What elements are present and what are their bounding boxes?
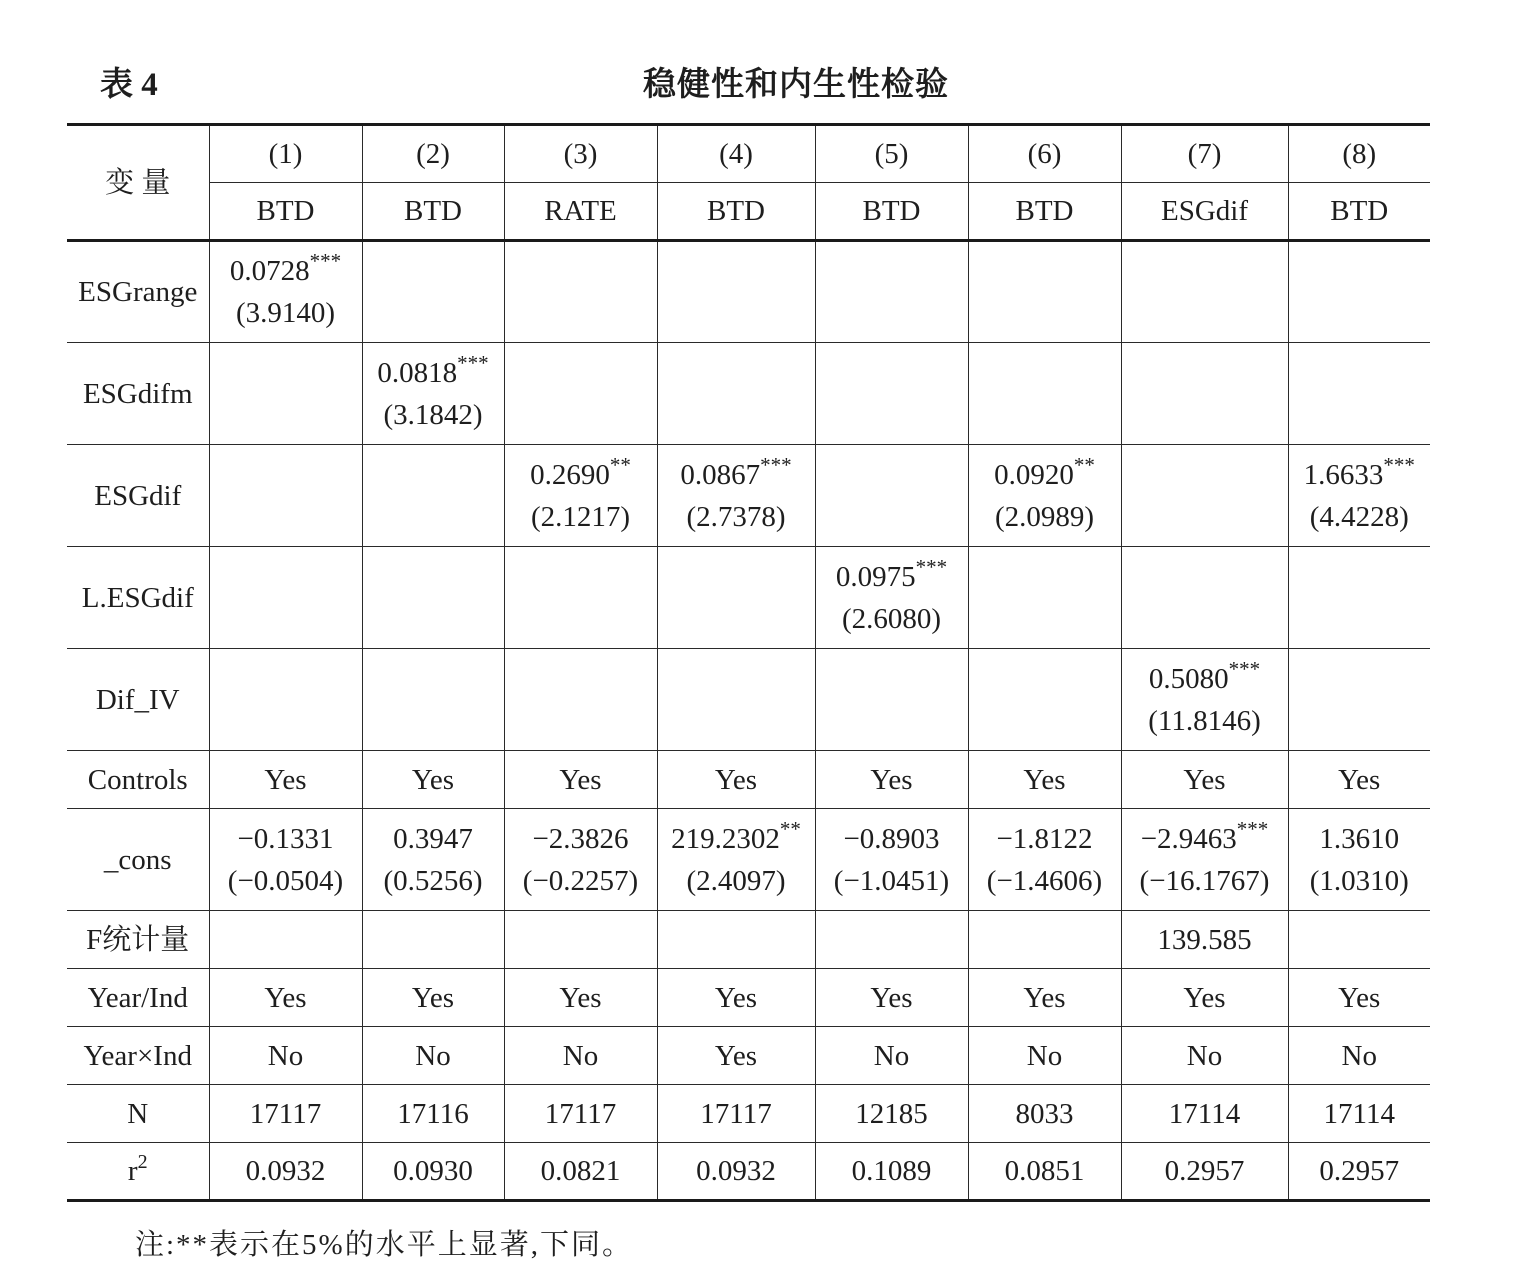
row-label — [67, 809, 209, 911]
table-row — [67, 547, 1430, 649]
cell-value: Yes — [411, 981, 455, 1014]
t-statistic: (3.9140) — [235, 297, 336, 329]
coefficient-line — [658, 818, 815, 860]
coefficient: −0.1331 — [237, 822, 334, 855]
cell-value: Yes — [411, 763, 455, 796]
table-cell — [815, 1143, 968, 1201]
coefficient: 1.6633 — [1303, 458, 1384, 491]
t-statistic: (11.8146) — [1148, 704, 1261, 737]
cell-value: 8033 — [1015, 1097, 1074, 1130]
row-label-superscript: 2 — [137, 1151, 148, 1173]
dependent-variable: BTD — [657, 183, 815, 241]
table-cell — [1121, 241, 1288, 343]
coefficient: 0.2690 — [530, 458, 610, 491]
table-cell — [1288, 809, 1430, 911]
table-cell — [362, 1143, 504, 1201]
t-statistic: (2.7378) — [686, 500, 786, 533]
table-cell — [657, 547, 815, 649]
table-cell — [1288, 751, 1430, 809]
cell-value: 0.0932 — [245, 1155, 326, 1187]
cell-value: 12185 — [855, 1097, 928, 1130]
table-cell — [968, 1085, 1121, 1143]
table-cell — [209, 911, 362, 969]
table-row — [67, 1027, 1430, 1085]
table-cell — [504, 911, 657, 969]
coefficient: 0.5080 — [1148, 662, 1229, 695]
t-statistic: (−1.4606) — [986, 864, 1103, 897]
coefficient: −2.3826 — [532, 822, 629, 855]
table-cell — [815, 343, 968, 445]
table-cell — [657, 1027, 815, 1085]
dependent-variable: RATE — [504, 183, 657, 241]
model-number: (8) — [1288, 125, 1430, 183]
table-row — [67, 751, 1430, 809]
significance-stars: *** — [915, 554, 948, 579]
table-cell — [968, 751, 1121, 809]
cell-value: Yes — [1023, 763, 1066, 796]
table-cell — [209, 343, 362, 445]
coefficient-line — [816, 556, 968, 598]
table-cell — [209, 809, 362, 911]
row-label — [67, 649, 209, 751]
row-label — [67, 1027, 209, 1085]
coefficient: 1.3610 — [1319, 822, 1400, 855]
cell-value: 17117 — [544, 1097, 617, 1130]
model-number: (3) — [504, 125, 657, 183]
cell-value: 0.0851 — [1004, 1155, 1085, 1187]
table-cell — [968, 547, 1121, 649]
cell-value: No — [562, 1039, 599, 1072]
row-label-text: N — [127, 1097, 149, 1130]
table-cell — [362, 343, 504, 445]
model-number: (2) — [362, 125, 504, 183]
table-cell — [815, 241, 968, 343]
significance-stars: *** — [760, 452, 792, 477]
significance-stars: *** — [1383, 452, 1415, 477]
coefficient-line — [816, 818, 968, 860]
row-label-text: Year×Ind — [83, 1039, 192, 1072]
table-cell — [657, 911, 815, 969]
t-statistic: (−16.1767) — [1139, 864, 1270, 897]
table-cell — [815, 911, 968, 969]
coefficient-line — [969, 454, 1121, 496]
model-number: (6) — [968, 125, 1121, 183]
coefficient: −2.9463 — [1140, 822, 1237, 855]
cell-value: Yes — [1183, 981, 1226, 1014]
t-statistic: (4.4228) — [1309, 500, 1409, 533]
table-cell — [504, 809, 657, 911]
table-cell — [209, 1027, 362, 1085]
table-cell — [504, 969, 657, 1027]
table-cell — [815, 1085, 968, 1143]
table-cell — [362, 1085, 504, 1143]
cell-value: No — [1026, 1039, 1063, 1072]
coefficient-line — [505, 818, 657, 860]
table-cell — [504, 547, 657, 649]
t-statistic: (2.4097) — [686, 864, 786, 897]
table-cell — [968, 911, 1121, 969]
coefficient: 0.0728 — [229, 255, 310, 287]
coefficient-line — [363, 352, 504, 394]
coefficient-line — [658, 454, 815, 496]
t-statistic: (−0.2257) — [522, 864, 639, 897]
table-row — [67, 343, 1430, 445]
coefficient-line — [969, 818, 1121, 860]
cell-value: 17114 — [1323, 1097, 1395, 1130]
table-cell — [1288, 343, 1430, 445]
table-row — [67, 1085, 1430, 1143]
cell-value: No — [1186, 1039, 1223, 1072]
t-statistic: (2.6080) — [841, 602, 942, 635]
table-cell — [815, 547, 968, 649]
cell-value: No — [1341, 1039, 1377, 1072]
dependent-variable: ESGdif — [1121, 183, 1288, 241]
cell-value: 0.0821 — [540, 1155, 621, 1187]
table-cell — [1288, 911, 1430, 969]
cell-value: Yes — [264, 763, 307, 796]
coefficient: −0.8903 — [843, 822, 940, 855]
cell-value: 17116 — [397, 1097, 469, 1130]
table-cell — [362, 649, 504, 751]
table-cell — [1288, 1143, 1430, 1201]
coefficient-line — [1122, 658, 1288, 700]
table-cell — [1121, 809, 1288, 911]
table-row — [67, 445, 1430, 547]
table-cell — [815, 751, 968, 809]
coefficient-line — [1122, 818, 1288, 860]
table-cell — [1121, 445, 1288, 547]
dependent-variable: BTD — [1288, 183, 1430, 241]
dependent-variable: BTD — [968, 183, 1121, 241]
table-cell — [362, 241, 504, 343]
table-row — [67, 1143, 1430, 1201]
coefficient: 0.3947 — [393, 822, 473, 855]
model-number: (5) — [815, 125, 968, 183]
table-row — [67, 649, 1430, 751]
cell-value: Yes — [714, 981, 758, 1014]
significance-stars: ** — [609, 452, 631, 477]
significance-stars: *** — [309, 249, 342, 273]
header-row-model-numbers — [67, 125, 1430, 183]
table-cell — [815, 969, 968, 1027]
regression-table — [67, 123, 1430, 1202]
row-label — [67, 1085, 209, 1143]
table-title: 稳健性和内生性检验 — [643, 67, 949, 103]
t-statistic: (3.1842) — [383, 398, 483, 431]
table-cell — [1288, 241, 1430, 343]
dependent-variable: BTD — [815, 183, 968, 241]
cell-value: Yes — [1338, 981, 1381, 1014]
coefficient-line — [1289, 454, 1431, 496]
table-cell — [504, 241, 657, 343]
row-label-text: r — [127, 1155, 138, 1187]
table-cell — [362, 445, 504, 547]
cell-value: Yes — [559, 763, 602, 796]
table-cell — [657, 241, 815, 343]
table-cell — [815, 445, 968, 547]
table-cell — [1288, 969, 1430, 1027]
table-cell — [209, 751, 362, 809]
significance-stars: ** — [1073, 452, 1095, 477]
significance-stars: *** — [1236, 816, 1269, 841]
cell-value: 0.0932 — [696, 1155, 776, 1187]
table-cell — [1121, 649, 1288, 751]
table-cell — [504, 1027, 657, 1085]
cell-value: Yes — [264, 981, 307, 1014]
cell-value: Yes — [714, 763, 758, 796]
dependent-variable: BTD — [209, 183, 362, 241]
table-cell — [657, 1085, 815, 1143]
coefficient: 0.0975 — [835, 560, 916, 593]
cell-value: No — [267, 1039, 304, 1072]
table-cell — [504, 445, 657, 547]
table-cell — [968, 809, 1121, 911]
row-label-text: Year/Ind — [87, 981, 188, 1014]
table-cell — [362, 809, 504, 911]
cell-value: 17117 — [249, 1097, 322, 1130]
table-cell — [504, 1143, 657, 1201]
table-cell — [504, 343, 657, 445]
table-cell — [504, 751, 657, 809]
coefficient-line — [363, 818, 504, 860]
header-row-dependent-vars — [67, 183, 1430, 241]
coefficient: 0.0867 — [680, 458, 761, 491]
table-row — [67, 969, 1430, 1027]
table-cell — [968, 969, 1121, 1027]
cell-value: Yes — [1338, 763, 1381, 796]
table-cell — [1288, 1085, 1430, 1143]
table-cell — [1288, 445, 1430, 547]
row-label — [67, 547, 209, 649]
cell-value: 0.2957 — [1319, 1155, 1400, 1187]
cell-value: Yes — [870, 981, 913, 1014]
table-cell — [1121, 751, 1288, 809]
table-cell — [209, 547, 362, 649]
table-note: 注:**表示在5%的水平上显著,下同。 — [135, 1229, 633, 1261]
table-cell — [1288, 649, 1430, 751]
cell-value: 139.585 — [1157, 923, 1252, 956]
row-label-text: ESGdif — [94, 479, 182, 512]
significance-stars: ** — [779, 816, 801, 841]
t-statistic: (2.0989) — [994, 500, 1095, 533]
row-label-text: Dif_IV — [95, 683, 180, 716]
table-cell — [504, 1085, 657, 1143]
dependent-variable: BTD — [362, 183, 504, 241]
row-label — [67, 343, 209, 445]
table-body — [67, 241, 1430, 1201]
cell-value: No — [415, 1039, 451, 1072]
model-number: (4) — [657, 125, 815, 183]
table-cell — [657, 445, 815, 547]
t-statistic: (−0.0504) — [227, 864, 344, 897]
significance-stars: *** — [1228, 656, 1261, 681]
row-label-text: F统计量 — [86, 923, 190, 956]
table-label: 表 4 — [100, 67, 158, 103]
coefficient-line — [1289, 818, 1431, 860]
table-cell — [504, 649, 657, 751]
t-statistic: (−1.0451) — [833, 864, 950, 897]
table-cell — [657, 343, 815, 445]
table-cell — [968, 649, 1121, 751]
table-cell — [1121, 969, 1288, 1027]
table-cell — [657, 969, 815, 1027]
table-row — [67, 809, 1430, 911]
table-cell — [362, 547, 504, 649]
table-cell — [1121, 547, 1288, 649]
row-label — [67, 969, 209, 1027]
table-cell — [657, 809, 815, 911]
t-statistic: (1.0310) — [1309, 864, 1409, 897]
table-cell — [362, 751, 504, 809]
cell-value: 0.1089 — [851, 1155, 932, 1187]
row-label-text: ESGdifm — [82, 377, 193, 410]
table-cell — [657, 1143, 815, 1201]
model-number: (1) — [209, 125, 362, 183]
coefficient: 0.0920 — [994, 458, 1074, 491]
table-row — [67, 911, 1430, 969]
row-label — [67, 911, 209, 969]
table-cell — [815, 1027, 968, 1085]
t-statistic: (0.5256) — [383, 864, 483, 897]
cell-value: No — [873, 1039, 910, 1072]
table-cell — [362, 969, 504, 1027]
table-cell — [968, 1143, 1121, 1201]
table-cell — [209, 445, 362, 547]
table-cell — [209, 969, 362, 1027]
row-label — [67, 751, 209, 809]
row-label — [67, 1143, 209, 1201]
table-cell — [362, 1027, 504, 1085]
coefficient: 0.0818 — [377, 356, 458, 389]
table-row — [67, 241, 1430, 343]
coefficient-line — [210, 818, 362, 860]
table-cell — [1288, 547, 1430, 649]
coefficient-line — [505, 454, 657, 496]
row-label-text: ESGrange — [78, 276, 198, 308]
variable-header: 变 量 — [67, 125, 209, 241]
cell-value: 17114 — [1168, 1097, 1241, 1130]
table-cell — [968, 1027, 1121, 1085]
row-label-text: L.ESGdif — [81, 581, 194, 614]
table-cell — [1121, 911, 1288, 969]
table-cell — [815, 809, 968, 911]
coefficient: 219.2302 — [671, 822, 780, 855]
table-cell — [209, 241, 362, 343]
model-number: (7) — [1121, 125, 1288, 183]
table-cell — [968, 343, 1121, 445]
table-header — [67, 125, 1430, 241]
row-label-text: _cons — [103, 843, 172, 876]
t-statistic: (2.1217) — [530, 500, 631, 533]
cell-value: 0.2957 — [1164, 1155, 1245, 1187]
table-cell — [1121, 343, 1288, 445]
table-cell — [1288, 1027, 1430, 1085]
cell-value: 0.0930 — [393, 1155, 473, 1187]
cell-value: Yes — [870, 763, 913, 796]
table-cell — [657, 751, 815, 809]
row-label-text: Controls — [87, 763, 188, 796]
table-cell — [968, 241, 1121, 343]
table-cell — [1121, 1143, 1288, 1201]
cell-value: 17117 — [700, 1097, 772, 1130]
table-cell — [657, 649, 815, 751]
coefficient: −1.8122 — [996, 822, 1093, 855]
row-label — [67, 241, 209, 343]
cell-value: Yes — [559, 981, 602, 1014]
table-cell — [362, 911, 504, 969]
table-cell — [1121, 1027, 1288, 1085]
cell-value: Yes — [714, 1039, 758, 1072]
table-cell — [968, 445, 1121, 547]
table-cell — [209, 1085, 362, 1143]
table-cell — [209, 649, 362, 751]
cell-value: Yes — [1183, 763, 1226, 796]
coefficient-line — [210, 250, 362, 292]
row-label — [67, 445, 209, 547]
cell-value: Yes — [1023, 981, 1066, 1014]
table-cell — [209, 1143, 362, 1201]
table-cell — [815, 649, 968, 751]
significance-stars: *** — [457, 350, 489, 375]
table-cell — [1121, 1085, 1288, 1143]
